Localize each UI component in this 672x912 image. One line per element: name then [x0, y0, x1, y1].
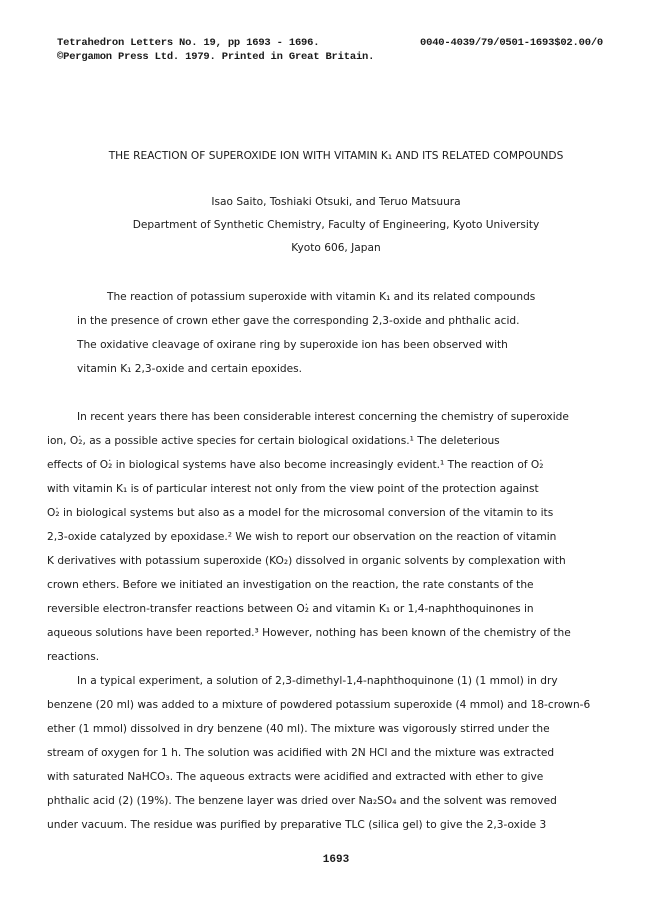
body-line: crown ethers. Before we initiated an investigation on the reaction, the rate constants of the: [47, 579, 534, 591]
journal-citation: Tetrahedron Letters No. 19, pp 1693 - 1696.: [57, 37, 320, 49]
body-line: benzene (20 ml) was added to a mixture of powdered potassium superoxide (4 mmol) and 18-crown-6: [47, 699, 591, 711]
body-line: stream of oxygen for 1 h. The solution was acidified with 2N HCl and the mixture was extracted: [47, 747, 555, 759]
body-line: In a typical experiment, a solution of 2,3-dimethyl-1,4-naphthoquinone (1) (1 mmol) in dry: [77, 675, 558, 687]
abstract-line: The oxidative cleavage of oxirane ring by superoxide ion has been observed with: [77, 339, 508, 351]
body-line: phthalic acid (2) (19%). The benzene layer was dried over Na₂SO₄ and the solvent was removed: [47, 795, 557, 807]
body-line: with vitamin K₁ is of particular interest not only from the view point of the protection against: [47, 483, 539, 495]
body-line: effects of O₂̇ in biological systems have also become increasingly evident.¹ The reaction of O₂̇: [47, 459, 544, 471]
page-number: 1693: [322, 854, 350, 866]
body-line: 2,3-oxide catalyzed by epoxidase.² We wish to report our observation on the reaction of vitamin: [47, 531, 557, 543]
authors: Isao Saito, Toshiaki Otsuki, and Teruo Matsuura: [211, 196, 461, 208]
body-line: In recent years there has been considerable interest concerning the chemistry of superoxide: [77, 411, 569, 423]
body-line: with saturated NaHCO₃. The aqueous extracts were acidified and extracted with ether to give: [47, 771, 544, 783]
body-line: ion, O₂̇, as a possible active species for certain biological oxidations.¹ The deleterious: [47, 435, 500, 447]
body-line: reactions.: [47, 651, 100, 663]
abstract-line: vitamin K₁ 2,3-oxide and certain epoxides.: [77, 363, 303, 375]
article-code: 0040-4039/79/0501-1693$02.00/0: [420, 37, 604, 49]
body-line: under vacuum. The residue was purified by preparative TLC (silica gel) to give the 2,3-oxide 3: [47, 819, 547, 831]
body-line: K derivatives with potassium superoxide (KO₂) dissolved in organic solvents by complexation with: [47, 555, 566, 567]
body-line: O₂̇ in biological systems but also as a model for the microsomal conversion of the vitamin to its: [47, 507, 554, 519]
abstract-line: The reaction of potassium superoxide with vitamin K₁ and its related compounds: [107, 291, 536, 303]
copyright-line: ©Pergamon Press Ltd. 1979. Printed in Great Britain.: [57, 51, 375, 63]
body-line: aqueous solutions have been reported.³ However, nothing has been known of the chemistry of the: [47, 627, 571, 639]
body-line: ether (1 mmol) dissolved in dry benzene (40 ml). The mixture was vigorously stirred under the: [47, 723, 550, 735]
body-line: reversible electron-transfer reactions between O₂̇ and vitamin K₁ or 1,4-naphthoquinones in: [47, 603, 534, 615]
article-title: THE REACTION OF SUPEROXIDE ION WITH VITAMIN K₁ AND ITS RELATED COMPOUNDS: [108, 150, 564, 162]
affiliation: Department of Synthetic Chemistry, Faculty of Engineering, Kyoto University: [132, 219, 540, 231]
abstract-line: in the presence of crown ether gave the corresponding 2,3-oxide and phthalic acid.: [77, 315, 520, 327]
location: Kyoto 606, Japan: [291, 242, 381, 254]
